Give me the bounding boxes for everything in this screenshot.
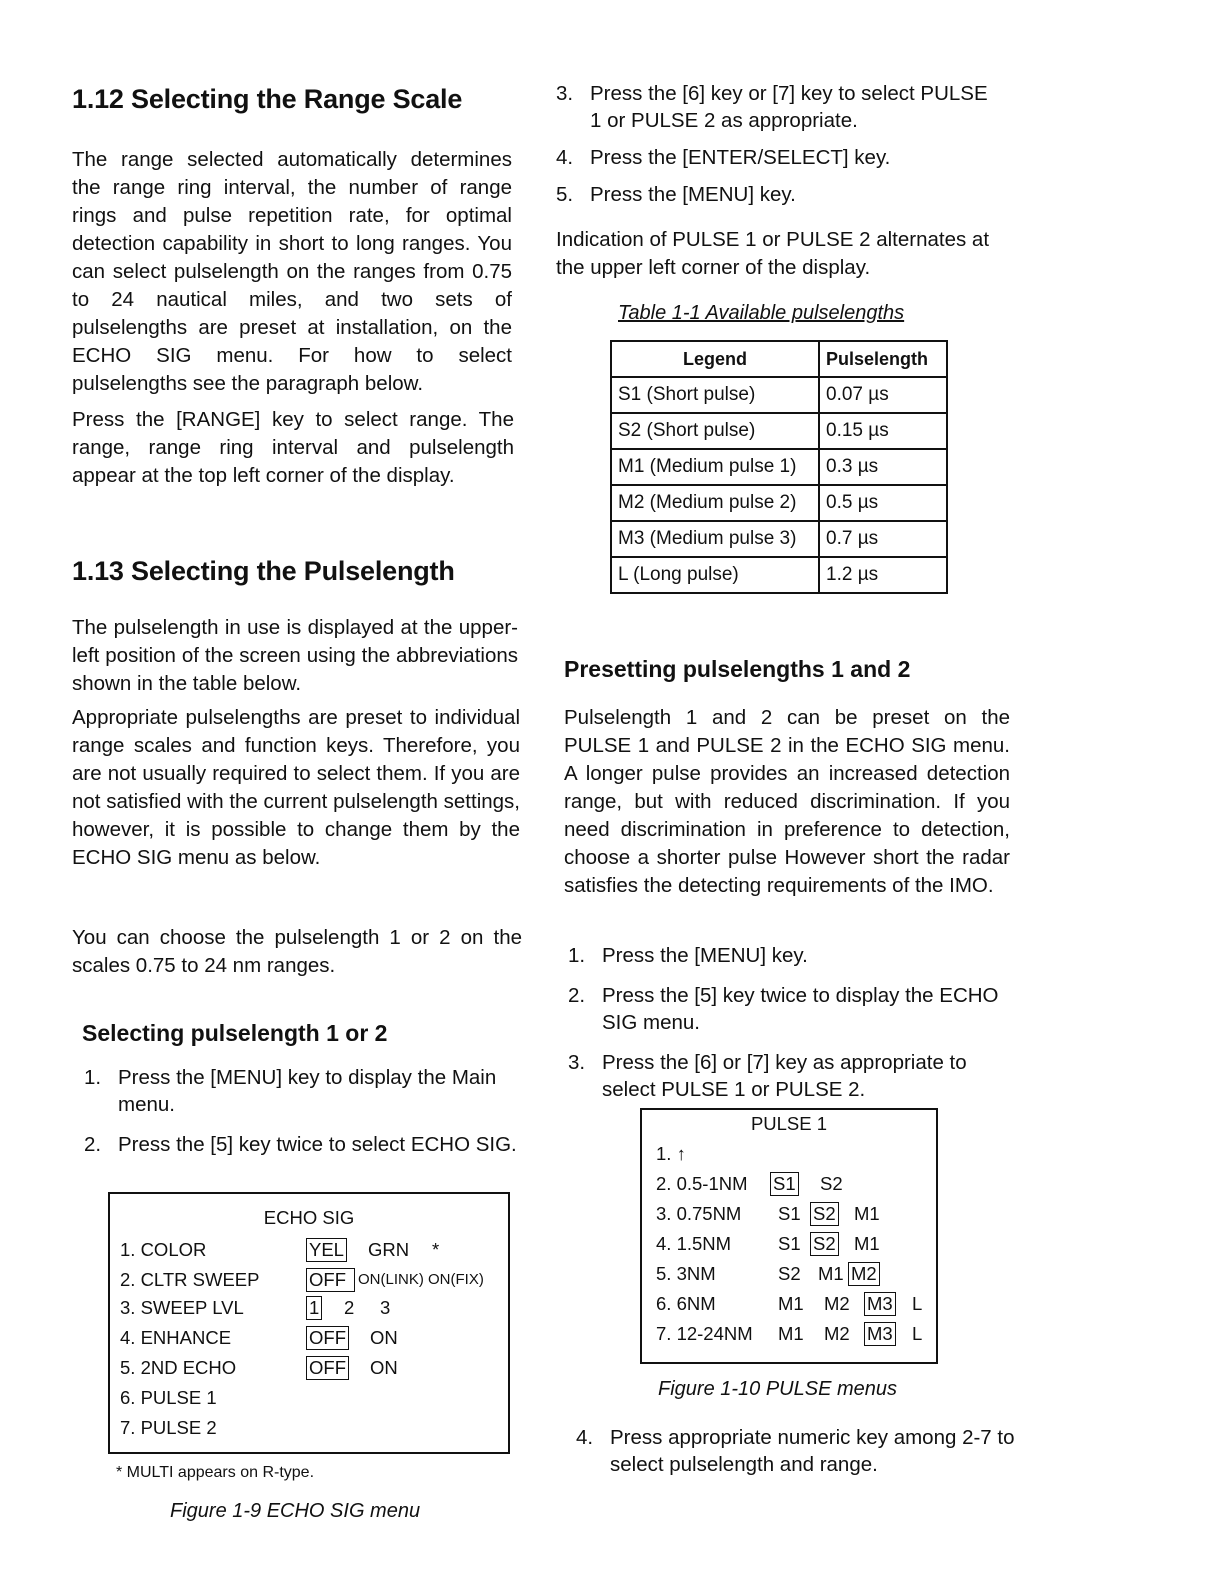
- menu-option: M1: [778, 1323, 804, 1344]
- step-text: Press the [MENU] key to display the Main menu.: [118, 1066, 497, 1116]
- menu-row-label: 7. 12-24NM: [656, 1323, 753, 1344]
- step-text: Press the [6] key or [7] key to select PULSE 1 or PULSE 2 as appropriate.: [590, 82, 988, 132]
- range-scale-paragraph: The range selected automatically determines the range ring interval, the number of range rings and pulse repetition rate, for optimal detection capability in short to long ranges. You can select pulselength on the ranges from 0.75 to 24 nautical miles, and two sets of pulselengths are preset at installation, on the ECHO SIG menu. For how to select pulselengths see the paragraph below.: [72, 148, 512, 395]
- selected-option-box: M2: [848, 1262, 880, 1286]
- menu-row-label: 1. COLOR: [120, 1239, 207, 1260]
- table-1-1-caption: Table 1-1 Available pulselengths: [618, 302, 905, 324]
- selected-option-box: OFF: [306, 1326, 349, 1350]
- list-item: [556, 80, 1002, 134]
- step-number: 3.: [568, 1051, 586, 1074]
- menu-row-3nm: [656, 1260, 926, 1288]
- menu-row-options: 2 3: [344, 1297, 391, 1318]
- menu-row-6nm: [656, 1290, 926, 1318]
- table-cell: M1 (Medium pulse 1): [611, 449, 819, 485]
- table-cell: 0.7 µs: [819, 521, 947, 557]
- table-row: [611, 449, 947, 485]
- list-item: [84, 1131, 528, 1158]
- column-header-legend: Legend: [611, 341, 819, 377]
- table-cell: 0.07 µs: [819, 377, 947, 413]
- menu-option: S2: [820, 1173, 843, 1194]
- step-text: Press the [MENU] key.: [590, 183, 796, 206]
- table-row: [611, 413, 947, 449]
- menu-row-1-5nm: [656, 1230, 926, 1258]
- range-key-paragraph: Press the [RANGE] key to select range. The range, range ring interval and pulselength appear at the top left corner of the display.: [72, 408, 514, 487]
- select-pulse-steps-list: [556, 80, 1002, 221]
- list-item: [568, 942, 1014, 969]
- figure-1-10-caption: Figure 1-10 PULSE menus: [658, 1378, 898, 1400]
- table-row: [611, 377, 947, 413]
- table-cell: L (Long pulse): [611, 557, 819, 593]
- menu-row-label: 6. PULSE 1: [120, 1387, 217, 1408]
- pulselength-table: [610, 340, 948, 594]
- menu-option: L: [912, 1323, 923, 1344]
- selected-option-box: S1: [770, 1172, 799, 1196]
- menu-row-label: 4. 1.5NM: [656, 1233, 732, 1254]
- menu-row-label: 7. PULSE 2: [120, 1417, 217, 1438]
- menu-option: M1: [854, 1203, 880, 1224]
- selected-option-box: M3: [864, 1292, 896, 1316]
- list-item: [568, 982, 1014, 1036]
- echo-sig-menu-title: ECHO SIG: [263, 1207, 355, 1228]
- selected-option-box: 1: [306, 1296, 322, 1320]
- menu-row-options: ON(LINK) ON(FIX): [358, 1271, 484, 1288]
- table-row: [611, 485, 947, 521]
- selected-option-box: M3: [864, 1322, 896, 1346]
- menu-row-pulse-2: [120, 1414, 500, 1442]
- menu-row-options: GRN: [368, 1239, 410, 1260]
- menu-option: M1: [854, 1233, 880, 1254]
- table-cell: S1 (Short pulse): [611, 377, 819, 413]
- section-heading-1-12: 1.12 Selecting the Range Scale: [72, 84, 463, 114]
- selected-option-box: OFF: [306, 1268, 355, 1292]
- menu-row-sweep-lvl: [120, 1294, 500, 1322]
- menu-row-label: 5. 2ND ECHO: [120, 1357, 237, 1378]
- step-number: 1.: [84, 1066, 102, 1089]
- choose-pulselength-paragraph: You can choose the pulselength 1 or 2 on the scales 0.75 to 24 nm ranges.: [72, 926, 522, 977]
- step-number: 2.: [568, 984, 586, 1007]
- echo-sig-menu: [108, 1192, 510, 1454]
- table-cell: 0.5 µs: [819, 485, 947, 521]
- step-text: Press appropriate numeric key among 2-7 to select pulselength and range.: [610, 1426, 1015, 1476]
- selected-option-box: S2: [810, 1232, 839, 1256]
- table-cell: 0.3 µs: [819, 449, 947, 485]
- table-header-row: [611, 341, 947, 377]
- menu-row-12-24nm: [656, 1320, 926, 1348]
- subheading-selecting-pulselength: Selecting pulselength 1 or 2: [82, 1020, 388, 1046]
- menu-row-label: 6. 6NM: [656, 1293, 716, 1314]
- selecting-steps-list: [84, 1064, 528, 1171]
- table-row: [611, 557, 947, 593]
- section-heading-1-13: 1.13 Selecting the Pulselength: [72, 556, 455, 586]
- preset-pulselength-paragraph: Appropriate pulselengths are preset to individual range scales and function keys. Therefore, you are not usually required to select them. If you are not satisfied with the current pulselength settings, however, it is possible to change them by the ECHO SIG menu as below.: [72, 706, 520, 869]
- step-number: 4.: [556, 146, 574, 169]
- menu-option: M1: [818, 1263, 844, 1284]
- step-text: Press the [5] key twice to select ECHO SIG.: [118, 1133, 517, 1156]
- menu-row-label: 2. CLTR SWEEP: [120, 1269, 260, 1290]
- pulse-1-menu-title: PULSE 1: [750, 1113, 828, 1134]
- menu-row-enhance: [120, 1324, 500, 1352]
- step-number: 3.: [556, 82, 574, 105]
- table-cell: S2 (Short pulse): [611, 413, 819, 449]
- presetting-paragraph: Pulselength 1 and 2 can be preset on the PULSE 1 and PULSE 2 in the ECHO SIG menu. A longer pulse provides an increased detection range, but with reduced discrimination. If you need discrimination in preference to detection, choose a shorter pulse However short the radar satisfies the detecting requirements of the IMO.: [564, 706, 1010, 897]
- menu-row-label: 5. 3NM: [656, 1263, 716, 1284]
- presetting-steps-list: [568, 942, 1014, 1116]
- step-number: 2.: [84, 1133, 102, 1156]
- menu-row-0-5-1nm: [656, 1170, 926, 1198]
- menu-row-2nd-echo: [120, 1354, 500, 1382]
- final-steps-list: [576, 1424, 1016, 1491]
- menu-row-label: 3. 0.75NM: [656, 1203, 742, 1224]
- asterisk-mark: *: [432, 1239, 440, 1260]
- menu-row-pulse-1: [120, 1384, 500, 1412]
- menu-row-label: 4. ENHANCE: [120, 1327, 232, 1348]
- pulselength-display-paragraph: The pulselength in use is displayed at the upper-left position of the screen using the abbreviations shown in the table below.: [72, 616, 518, 695]
- table-row: [611, 521, 947, 557]
- step-number: 1.: [568, 944, 586, 967]
- step-text: Press the [ENTER/SELECT] key.: [590, 146, 891, 169]
- menu-option: S2: [778, 1263, 801, 1284]
- menu-row-options: ON: [370, 1357, 398, 1378]
- menu-row-0-75nm: [656, 1200, 926, 1228]
- menu-option: S1: [778, 1233, 801, 1254]
- figure-1-9-caption: Figure 1-9 ECHO SIG menu: [170, 1500, 421, 1522]
- menu-row-cltr-sweep: [120, 1266, 500, 1294]
- menu-option: S1: [778, 1203, 801, 1224]
- menu-option: M2: [824, 1323, 850, 1344]
- selected-option-box: YEL: [306, 1238, 347, 1262]
- menu-row-color: [120, 1236, 500, 1264]
- table-cell: 1.2 µs: [819, 557, 947, 593]
- menu-option: M1: [778, 1293, 804, 1314]
- selected-option-box: S2: [810, 1202, 839, 1226]
- footnote-multi: * MULTI appears on R-type.: [116, 1464, 315, 1481]
- step-number: 4.: [576, 1426, 594, 1449]
- menu-option: M2: [824, 1293, 850, 1314]
- list-item: [556, 144, 1002, 171]
- list-item: [556, 181, 1002, 208]
- menu-row-label: 1. ↑: [656, 1143, 686, 1164]
- subheading-presetting-pulselengths: Presetting pulselengths 1 and 2: [564, 656, 911, 682]
- table-cell: M3 (Medium pulse 3): [611, 521, 819, 557]
- pulse-1-menu: [640, 1108, 938, 1364]
- table-cell: 0.15 µs: [819, 413, 947, 449]
- menu-row-options: ON: [370, 1327, 398, 1348]
- list-item: [576, 1424, 1016, 1478]
- step-text: Press the [5] key twice to display the ECHO SIG menu.: [602, 984, 999, 1034]
- list-item: [84, 1064, 528, 1118]
- step-number: 5.: [556, 183, 574, 206]
- indication-paragraph: Indication of PULSE 1 or PULSE 2 alternates at the upper left corner of the display.: [556, 228, 990, 279]
- selected-option-box: OFF: [306, 1356, 349, 1380]
- step-text: Press the [6] or [7] key as appropriate to select PULSE 1 or PULSE 2.: [602, 1051, 967, 1101]
- menu-row-label: 3. SWEEP LVL: [120, 1297, 244, 1318]
- table-cell: M2 (Medium pulse 2): [611, 485, 819, 521]
- step-text: Press the [MENU] key.: [602, 944, 808, 967]
- menu-option: L: [912, 1293, 923, 1314]
- column-header-pulselength: Pulselength: [819, 341, 947, 377]
- menu-row-label: 2. 0.5-1NM: [656, 1173, 748, 1194]
- list-item: [568, 1049, 1014, 1103]
